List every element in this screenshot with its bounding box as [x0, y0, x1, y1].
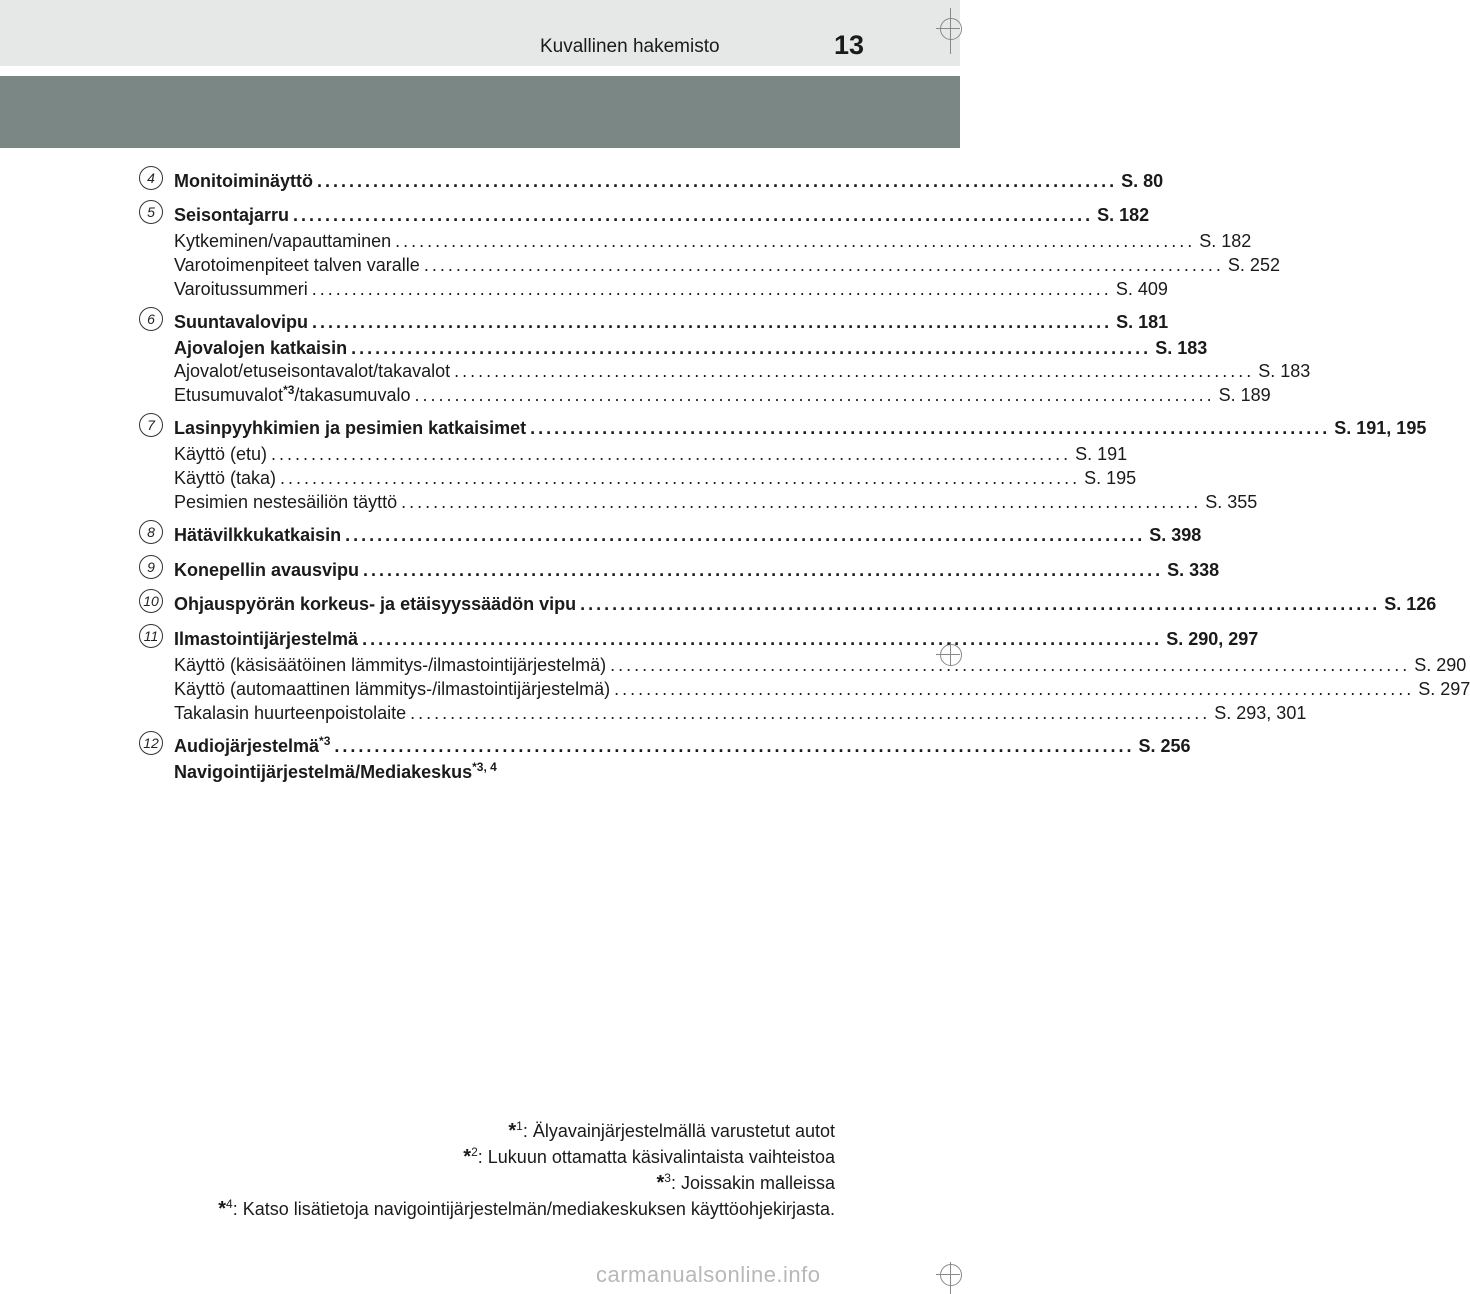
index-subentry: Kytkeminen/vapauttaminen .................................................................................................... S. 182 [174, 231, 1252, 251]
index-subentry: Varoitussummeri .................................................................................................... S. 409 [174, 279, 1168, 299]
item-marker: 8 [139, 520, 163, 544]
footnotes [75, 1118, 835, 1222]
illustration-band [0, 76, 960, 148]
index-subentry: Käyttö (käsisäätöinen lämmitys-/ilmastointijärjestelmä) .................................................................................................... S. 290 [174, 655, 1467, 675]
section-title: Kuvallinen hakemisto [540, 36, 720, 57]
index-subentry: Käyttö (etu) .................................................................................................... S. 191 [174, 444, 1128, 464]
index-subentry: Pesimien nestesäiliön täyttö .................................................................................................... S. 355 [174, 492, 1258, 512]
footnote: *$^3$: Joissakin malleissa [656, 1171, 835, 1194]
item-marker: 4 [139, 166, 163, 190]
index-entry: Lasinpyyhkimien ja pesimien katkaisimet .................................................................................................... S. 191, 195 [174, 418, 1427, 438]
item-marker: 5 [139, 200, 163, 224]
index-subentry: Takalasin huurteenpoistolaite .................................................................................................... S. 293, 301 [174, 703, 1307, 723]
page-number: 13 [834, 30, 865, 60]
index-subentry: Ajovalot/etuseisontavalot/takavalot .................................................................................................... S. 183 [174, 361, 1311, 381]
watermark: carmanualsonline.info [596, 1262, 821, 1287]
item-marker: 11 [139, 624, 163, 648]
index-entry: Ohjauspyörän korkeus- ja etäisyyssäädön vipu .................................................................................................... S. 126 [174, 594, 1437, 614]
index-entry: Monitoiminäyttö .................................................................................................... S. 80 [174, 171, 1164, 191]
index-subentry: Etusumuvalot$^{*3}$/takasumuvalo .................................................................................................... S. 189 [174, 383, 1271, 405]
footnote: *$^1$: Älyavainjärjestelmällä varustetut autot [508, 1119, 835, 1142]
index-entry: Navigointijärjestelmä/Mediakeskus$^{*3, 4}$ [174, 760, 497, 782]
header-strip [0, 0, 960, 66]
index-entry: Ajovalojen katkaisin .................................................................................................... S. 183 [174, 338, 1208, 358]
index-subentry: Käyttö (taka) .................................................................................................... S. 195 [174, 468, 1137, 488]
index-entry: Ilmastointijärjestelmä .................................................................................................... S. 290, 297 [174, 629, 1259, 649]
index-entry: Hätävilkkukatkaisin .................................................................................................... S. 398 [174, 525, 1202, 545]
item-marker: 6 [139, 307, 163, 331]
index-entry: Audiojärjestelmä$^{*3}$ .................................................................................................... S. 256 [174, 734, 1191, 756]
item-marker: 12 [139, 731, 163, 755]
index-subentry: Käyttö (automaattinen lämmitys-/ilmastointijärjestelmä) .................................................................................................... S. 297 [174, 679, 1470, 699]
index-subentry: Varotoimenpiteet talven varalle .................................................................................................... S. 252 [174, 255, 1280, 275]
item-marker: 9 [139, 555, 163, 579]
index-entry: Suuntavalovipu .................................................................................................... S. 181 [174, 312, 1169, 332]
item-marker: 10 [139, 589, 163, 613]
index-entry: Seisontajarru .................................................................................................... S. 182 [174, 205, 1150, 225]
item-marker: 7 [139, 413, 163, 437]
index-entry: Konepellin avausvipu .................................................................................................... S. 338 [174, 560, 1220, 580]
footnote: *$^4$: Katso lisätietoja navigointijärjestelmän/mediakeskuksen käyttöohjekirjasta. [218, 1197, 835, 1220]
footnote: *$^2$: Lukuun ottamatta käsivalintaista vaihteistoa [463, 1145, 835, 1168]
